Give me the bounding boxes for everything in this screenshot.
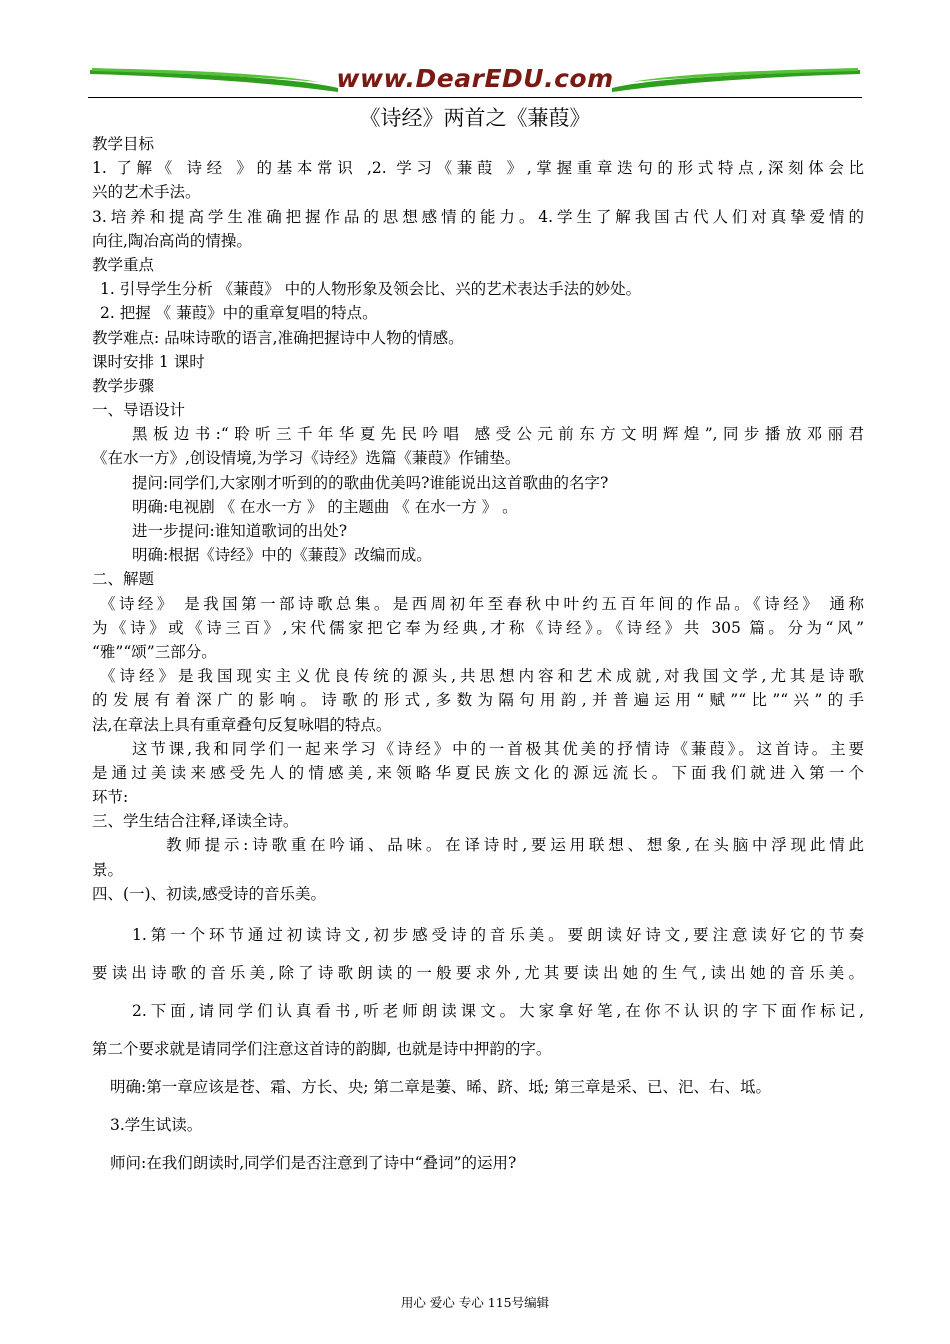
paragraph-line: 《诗经》 是我国第一部诗歌总集。是西周初年至春秋中叶约五百年间的作品。《诗经》 通称 (100, 594, 864, 613)
page-title: 《诗经》两首之《蒹葭》 (359, 106, 591, 130)
section-heading: 一、导语设计 (92, 401, 186, 420)
paragraph-line: 第二个要求就是请同学们注意这首诗的韵脚, 也就是诗中押韵的字。 (92, 1040, 552, 1058)
paragraph-line: 法,在章法上具有重章叠句反复咏唱的特点。 (92, 715, 392, 734)
section-heading: 三、学生结合注释,译读全诗。 (92, 812, 299, 831)
paragraph-line: 要读出诗歌的音乐美,除了诗歌朗读的一般要求外,尤其要读出她的生气,读出她的音乐美。 (92, 964, 864, 982)
paragraph-line: 景。 (92, 860, 124, 879)
page-footer: 用心 爱心 专心 115号编辑 (400, 1295, 550, 1310)
paragraph-line: 《诗经》是我国现实主义优良传统的源头,共思想内容和艺术成就,对我国文学,尤其是诗歌 (100, 667, 864, 686)
site-header-logo (88, 62, 862, 98)
paragraph-line: 的发展有着深广的影响。诗歌的形式,多数为隔句用韵,并普遍运用“赋”“比”“兴”的手 (92, 691, 864, 710)
paragraph-line: 兴的艺术手法。 (92, 183, 201, 202)
paragraph-line: 明确:电视剧 《 在水一方 》 的主题曲 《 在水一方 》 。 (132, 497, 518, 516)
section-heading: 教学目标 (92, 135, 155, 153)
list-item: 2. 把握 《 蒹葭》中的重章复唱的特点。 (100, 304, 378, 323)
paragraph-line: 提问:同学们,大家刚才听到的的歌曲优美吗?谁能说出这首歌曲的名字? (132, 473, 609, 492)
paragraph-line: 3.学生试读。 (110, 1116, 203, 1134)
header-divider (88, 97, 862, 98)
paragraph-line: 教学难点: 品味诗歌的语言,准确把握诗中人物的情感。 (92, 328, 464, 347)
paragraph-line: 进一步提问:谁知道歌词的出处? (132, 522, 348, 540)
paragraph-line: 教师提示:诗歌重在吟诵、品味。在译诗时,要运用联想、想象,在头脑中浮现此情此 (166, 836, 864, 855)
paragraph-line: 师问:在我们朗读时,同学们是否注意到了诗中“叠词”的运用? (110, 1154, 517, 1172)
paragraph-line: 明确:第一章应该是苍、霜、方长、央; 第二章是萋、晞、跻、坻; 第三章是采、已、汜、右、坻。 (110, 1078, 772, 1096)
section-heading: 二、解题 (92, 570, 155, 589)
paragraph-line: “雅”“颂”三部分。 (92, 642, 217, 661)
paragraph-line: 1.第一个环节通过初读诗文,初步感受诗的音乐美。要朗读好诗文,要注意读好它的节奏 (132, 926, 864, 944)
paragraph-line: 这节课,我和同学们一起来学习《诗经》中的一首极其优美的抒情诗《蒹葭》。这首诗。主要 (132, 739, 864, 758)
paragraph-line: 黑板边书:“聆听三千年华夏先民吟唱 感受公元前东方文明辉煌”,同步播放邓丽君 (132, 425, 864, 444)
paragraph-line: 向往,陶冶高尚的情操。 (92, 231, 252, 250)
paragraph-line: 2.下面,请同学们认真看书,听老师朗读课文。大家拿好笔,在你不认识的字下面作标记, (132, 1002, 864, 1020)
logo-text: www.DearEDU.com (336, 64, 614, 93)
section-heading: 教学步骤 (92, 376, 155, 395)
paragraph-line: 是通过美读来感受先人的情感美,来领略华夏民族文化的源远流长。下面我们就进入第一个 (92, 763, 864, 782)
section-heading: 四、(一)、初读,感受诗的音乐美。 (92, 884, 327, 903)
section-heading: 教学重点 (92, 255, 155, 274)
paragraph-line: 为《诗》或《诗三百》,宋代儒家把它奉为经典,才称《诗经》。《诗经》共 305 篇。分为“风” (92, 618, 864, 637)
paragraph-line: 1. 了解《 诗经 》的基本常识 ,2. 学习《蒹葭 》,掌握重章迭句的形式特点,深刻体会比 (92, 159, 864, 178)
paragraph-line: 课时安排 1 课时 (92, 352, 205, 371)
paragraph-line: 3.培养和提高学生准确把握作品的思想感情的能力。4.学生了解我国古代人们对真挚爱情的 (92, 207, 864, 226)
paragraph-line: 环节: (92, 788, 129, 807)
list-item: 1. 引导学生分析 《蒹葭》 中的人物形象及领会比、兴的艺术表达手法的妙处。 (100, 280, 642, 299)
paragraph-line: 明确:根据《诗经》中的《蒹葭》改编而成。 (132, 546, 432, 565)
document-body (92, 132, 864, 1182)
paragraph-line: 《在水一方》,创设情境,为学习《诗经》选篇《蒹葭》作铺垫。 (92, 449, 521, 468)
